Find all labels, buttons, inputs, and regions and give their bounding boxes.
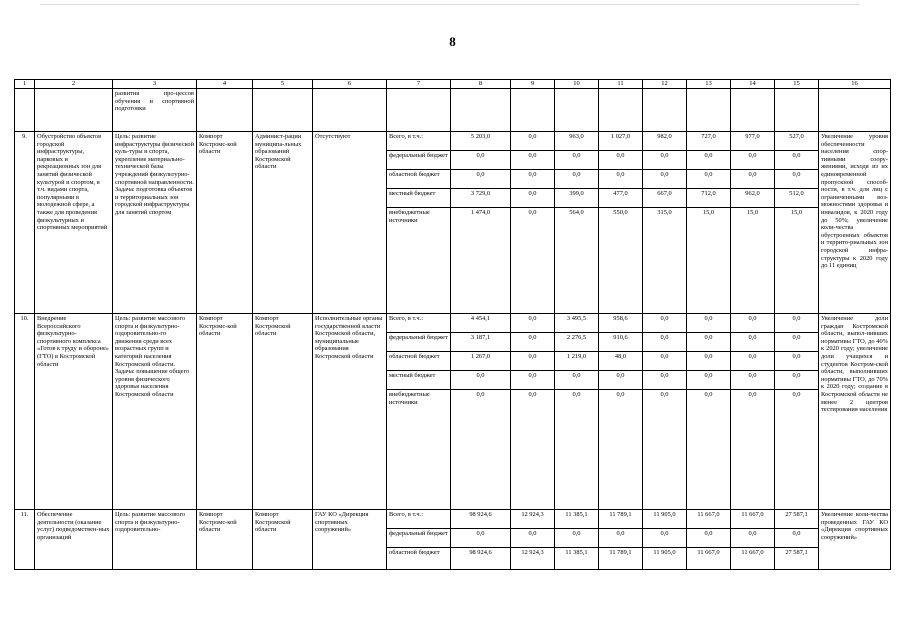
funding-value-cell bbox=[511, 132, 555, 314]
funding-value: 11 667,0 bbox=[731, 510, 774, 529]
funding-source-cell bbox=[387, 314, 451, 510]
funding-source-label: федеральный бюджет bbox=[387, 333, 450, 352]
funding-value: 5 203,0 bbox=[451, 132, 510, 151]
header-cell: 9 bbox=[511, 80, 555, 89]
funding-value: 0,0 bbox=[687, 333, 730, 352]
header-cell: 13 bbox=[687, 80, 731, 89]
funding-value-cell bbox=[775, 510, 819, 570]
funding-source-label: внебюджетные источники bbox=[389, 209, 430, 224]
funding-value: 11 385,1 bbox=[555, 510, 598, 529]
expected-result: Увеличение доли граждан Костромской области, выпол-нивших нормативы ГТО, до 40% к 2020 году; увеличение доли учащихся и студентов Костром-ской области, выполнивших нормативы ГТО, до 70% к 2020 году; создание в Костромской области не менее 2 центров тестирования населения bbox=[819, 314, 891, 510]
funding-value: 0,0 bbox=[643, 333, 686, 352]
funding-value: 27 587,1 bbox=[775, 510, 818, 529]
funding-value: 564,0 bbox=[569, 209, 584, 216]
funding-value: 0,0 bbox=[528, 209, 537, 216]
co-executor: Компорт Костромской области bbox=[253, 314, 313, 510]
funding-value: 0,0 bbox=[748, 391, 757, 398]
funding-value: 0,0 bbox=[599, 529, 642, 548]
table-row bbox=[15, 510, 891, 570]
funding-value: 0,0 bbox=[511, 333, 554, 352]
funding-value: 2 276,5 bbox=[555, 333, 598, 352]
funding-value: 0,0 bbox=[451, 371, 510, 390]
header-cell: 15 bbox=[775, 80, 819, 89]
funding-value: 477,0 bbox=[599, 189, 642, 208]
expected-result: Увеличение уровня обеспеченности населения спор-тивными соору-жениями, исходя из их единовременной пропускной способ-ности, в т.ч. для лиц с ограниченными воз-можностями здоровья и инвалидов, к 2020 году до 50%; увеличение коли-чества обустроенных объектов и террито-риальных зон городской инфра-структуры к 2020 году до 11 единиц bbox=[819, 132, 891, 314]
funding-value: 0,0 bbox=[643, 352, 686, 371]
funding-value: 4 454,1 bbox=[451, 314, 510, 333]
responsible-executor: Компорт Костромс-кой области bbox=[197, 510, 253, 570]
funding-value: 0,0 bbox=[775, 371, 818, 390]
funding-value: 0,0 bbox=[555, 529, 598, 548]
funding-value: 11 789,1 bbox=[609, 549, 632, 556]
header-row bbox=[15, 80, 891, 89]
funding-value: 0,0 bbox=[643, 170, 686, 189]
funding-value: 0,0 bbox=[704, 391, 713, 398]
funding-value: 1 027,0 bbox=[599, 132, 642, 151]
header-cell: 5 bbox=[253, 80, 313, 89]
event-name: Обустройство объектов городской инфраструктуры, парковых и рекреационных зон для занятий физической культурой и спортом, в т.ч. видами спорта, популярными в молодежной сфере, а также для проведения физкультурных и спортивных мероприятий bbox=[35, 132, 113, 314]
funding-value: 0,0 bbox=[511, 151, 554, 170]
funding-value: 0,0 bbox=[731, 151, 774, 170]
funding-value: 27 587,1 bbox=[785, 549, 808, 556]
funding-value: 0,0 bbox=[511, 189, 554, 208]
funding-value-cell bbox=[451, 510, 511, 570]
funding-value: 0,0 bbox=[775, 333, 818, 352]
funding-value: 0,0 bbox=[511, 314, 554, 333]
funding-value: 0,0 bbox=[731, 352, 774, 371]
funding-value: 527,0 bbox=[775, 132, 818, 151]
funding-value-cell bbox=[599, 132, 643, 314]
funding-value: 0,0 bbox=[660, 391, 669, 398]
funding-value: 98 924,6 bbox=[469, 549, 492, 556]
funding-value-cell bbox=[451, 314, 511, 510]
funding-value: 0,0 bbox=[775, 529, 818, 548]
funding-source-label: Всего, в т.ч.: bbox=[387, 510, 450, 529]
funding-source-label: внебюджетные источники bbox=[389, 391, 430, 406]
funding-value: 0,0 bbox=[555, 371, 598, 390]
funding-value: 0,0 bbox=[511, 132, 554, 151]
header-cell: 7 bbox=[387, 80, 451, 89]
funding-value-cell bbox=[511, 314, 555, 510]
funding-value: 11 789,1 bbox=[599, 510, 642, 529]
funding-value-cell bbox=[687, 510, 731, 570]
expected-result: Увеличение коли-чества проведенных ГАУ КО «Дирекция спортивных сооружений» bbox=[819, 510, 891, 570]
funding-value-cell bbox=[643, 132, 687, 314]
header-cell: 2 bbox=[35, 80, 113, 89]
goal-text: Цель: развитие инфраструктуры физической куль-туры и спорта, укрепление материально-технической базы учреждений физкультурно-спортивной направленности. Задача: подготовка объектов и территориальных зон городской инфраструктуры для занятий спортом bbox=[113, 132, 197, 314]
table-row bbox=[15, 132, 891, 314]
co-executor: Админист-рации муниципа-льных образований Костромской области bbox=[253, 132, 313, 314]
funding-value: 0,0 bbox=[775, 314, 818, 333]
participants: Исполнительные органы государственной власти Костромской области, муниципальные образования Костромской области bbox=[313, 314, 387, 510]
funding-value: 0,0 bbox=[511, 170, 554, 189]
header-cell: 8 bbox=[451, 80, 511, 89]
page-number: 8 bbox=[449, 34, 456, 49]
funding-value: 3 495,5 bbox=[555, 314, 598, 333]
header-cell: 16 bbox=[819, 80, 891, 89]
funding-value: 0,0 bbox=[792, 391, 801, 398]
funding-value: 962,0 bbox=[731, 189, 774, 208]
funding-value: 11 385,1 bbox=[565, 549, 588, 556]
funding-value: 0,0 bbox=[687, 352, 730, 371]
funding-source-cell bbox=[387, 510, 451, 570]
funding-value-cell bbox=[775, 314, 819, 510]
funding-value: 0,0 bbox=[775, 151, 818, 170]
funding-value: 910,6 bbox=[599, 333, 642, 352]
funding-value: 0,0 bbox=[687, 371, 730, 390]
funding-value: 0,0 bbox=[451, 529, 510, 548]
funding-value: 0,0 bbox=[451, 151, 510, 170]
funding-value: 15,0 bbox=[702, 209, 715, 216]
funding-value: 12 924,3 bbox=[511, 510, 554, 529]
row-number: 11. bbox=[15, 510, 35, 570]
funding-source-label: Всего, в т.ч.: bbox=[387, 132, 450, 151]
funding-value: 550,0 bbox=[613, 209, 628, 216]
funding-value: 0,0 bbox=[511, 352, 554, 371]
funding-value: 11 905,0 bbox=[653, 549, 676, 556]
funding-source-label: местный бюджет bbox=[387, 189, 450, 208]
row-number: 10. bbox=[15, 314, 35, 510]
funding-source-label: областной бюджет bbox=[389, 549, 440, 556]
funding-value: 11 667,0 bbox=[687, 510, 730, 529]
funding-value: 0,0 bbox=[599, 371, 642, 390]
funding-value: 0,0 bbox=[511, 529, 554, 548]
funding-value: 11 667,0 bbox=[741, 549, 764, 556]
header-cell: 4 bbox=[197, 80, 253, 89]
funding-value-cell bbox=[555, 314, 599, 510]
funding-source-label: Всего, в т.ч.: bbox=[387, 314, 450, 333]
funding-value: 667,0 bbox=[643, 189, 686, 208]
funding-value-cell bbox=[643, 510, 687, 570]
responsible-executor: Компорт Костромс-кой области bbox=[197, 314, 253, 510]
funding-value: 12 924,3 bbox=[521, 549, 544, 556]
funding-value: 727,0 bbox=[687, 132, 730, 151]
header-cell: 14 bbox=[731, 80, 775, 89]
funding-value: 0,0 bbox=[643, 371, 686, 390]
funding-value: 48,0 bbox=[599, 352, 642, 371]
funding-value: 0,0 bbox=[687, 529, 730, 548]
table-row bbox=[15, 314, 891, 510]
funding-value: 11 905,0 bbox=[643, 510, 686, 529]
continuation-row bbox=[15, 89, 891, 132]
continuation-text: развития про-цессов обучения и спортивной подготовки bbox=[113, 89, 197, 132]
funding-source-label: областной бюджет bbox=[387, 170, 450, 189]
funding-value-cell bbox=[555, 132, 599, 314]
header-cell: 3 bbox=[113, 80, 197, 89]
funding-value: 0,0 bbox=[599, 151, 642, 170]
header-cell: 6 bbox=[313, 80, 387, 89]
responsible-executor: Компорт Костромс-кой области bbox=[197, 132, 253, 314]
funding-value-cell bbox=[511, 510, 555, 570]
funding-value-cell bbox=[599, 314, 643, 510]
funding-source-label: федеральный бюджет bbox=[387, 151, 450, 170]
goal-text: Цель: развитие массового спорта и физкультурно-оздоровительно-го движения среди всех возрастных групп и категорий населения Костромской области. Задача: повышение общего уровня физического здоровья населения Костромской области bbox=[113, 314, 197, 510]
funding-value: 0,0 bbox=[476, 391, 485, 398]
funding-value: 0,0 bbox=[687, 314, 730, 333]
funding-value: 0,0 bbox=[687, 170, 730, 189]
funding-value: 0,0 bbox=[687, 151, 730, 170]
funding-value-cell bbox=[731, 510, 775, 570]
funding-value: 0,0 bbox=[511, 371, 554, 390]
funding-value: 3 187,1 bbox=[451, 333, 510, 352]
funding-value: 0,0 bbox=[775, 170, 818, 189]
funding-value: 958,6 bbox=[599, 314, 642, 333]
header-cell: 10 bbox=[555, 80, 599, 89]
funding-source-label: федеральный бюджет bbox=[387, 529, 450, 548]
funding-value: 0,0 bbox=[731, 333, 774, 352]
funding-value: 3 729,0 bbox=[451, 189, 510, 208]
funding-value: 512,0 bbox=[775, 189, 818, 208]
scan-edge-line bbox=[40, 4, 860, 5]
funding-value: 0,0 bbox=[775, 352, 818, 371]
funding-value: 712,0 bbox=[687, 189, 730, 208]
funding-value: 1 267,0 bbox=[451, 352, 510, 371]
funding-value: 0,0 bbox=[616, 391, 625, 398]
funding-value-cell bbox=[731, 132, 775, 314]
co-executor: Компорт Костромской области bbox=[253, 510, 313, 570]
event-name: Обеспечение деятельности (оказание услуг) подведомствен-ных организаций bbox=[35, 510, 113, 570]
funding-value: 0,0 bbox=[643, 529, 686, 548]
funding-value-cell bbox=[643, 314, 687, 510]
program-table bbox=[14, 79, 891, 570]
funding-value: 15,0 bbox=[790, 209, 803, 216]
header-cell: 12 bbox=[643, 80, 687, 89]
row-number: 9. bbox=[15, 132, 35, 314]
goal-text: Цель: развитие массового спорта и физкультурно-оздоровительно- bbox=[113, 510, 197, 570]
funding-value: 98 924,6 bbox=[451, 510, 510, 529]
funding-value: 0,0 bbox=[572, 391, 581, 398]
funding-value: 0,0 bbox=[643, 314, 686, 333]
participants: ГАУ КО «Дирекция спортивных сооружений» bbox=[313, 510, 387, 570]
event-name: Внедрение Всероссийского физкультурно-спортивного комплекса «Готов к труду и обороне» (ГТО) в Костромской области bbox=[35, 314, 113, 510]
funding-value: 11 667,0 bbox=[697, 549, 720, 556]
funding-value-cell bbox=[687, 314, 731, 510]
funding-source-cell bbox=[387, 132, 451, 314]
funding-source-label: областной бюджет bbox=[387, 352, 450, 371]
funding-value: 315,0 bbox=[657, 209, 672, 216]
funding-value: 0,0 bbox=[528, 391, 537, 398]
funding-value: 977,0 bbox=[731, 132, 774, 151]
funding-value: 1 219,0 bbox=[555, 352, 598, 371]
funding-value-cell bbox=[599, 510, 643, 570]
funding-value-cell bbox=[687, 132, 731, 314]
funding-value: 0,0 bbox=[731, 314, 774, 333]
funding-value-cell bbox=[775, 132, 819, 314]
funding-value: 0,0 bbox=[731, 529, 774, 548]
funding-value-cell bbox=[451, 132, 511, 314]
funding-value: 1 474,0 bbox=[470, 209, 491, 216]
funding-value: 0,0 bbox=[451, 170, 510, 189]
funding-value: 0,0 bbox=[643, 151, 686, 170]
header-cell: 1 bbox=[15, 80, 35, 89]
funding-value: 0,0 bbox=[555, 170, 598, 189]
funding-value-cell bbox=[731, 314, 775, 510]
header-cell: 11 bbox=[599, 80, 643, 89]
funding-value: 15,0 bbox=[746, 209, 759, 216]
funding-value: 0,0 bbox=[555, 151, 598, 170]
funding-value: 982,0 bbox=[643, 132, 686, 151]
funding-value: 399,0 bbox=[555, 189, 598, 208]
funding-value: 0,0 bbox=[599, 170, 642, 189]
funding-value: 963,0 bbox=[555, 132, 598, 151]
funding-value-cell bbox=[555, 510, 599, 570]
participants: Отсутствуют bbox=[313, 132, 387, 314]
funding-source-label: местный бюджет bbox=[387, 371, 450, 390]
funding-value: 0,0 bbox=[731, 170, 774, 189]
funding-value: 0,0 bbox=[731, 371, 774, 390]
